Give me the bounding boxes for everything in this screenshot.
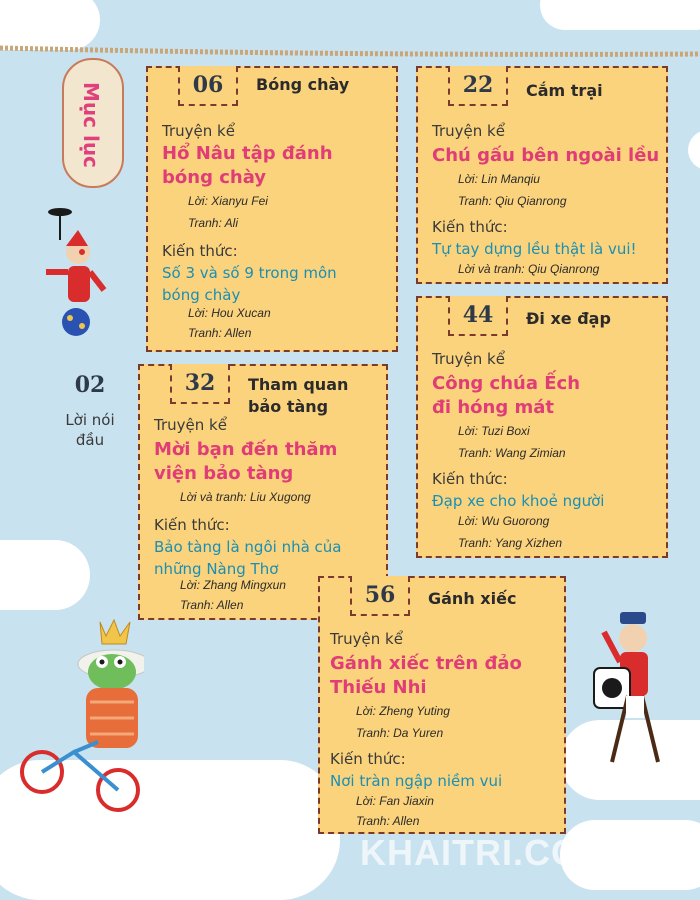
frog-bicycle-icon <box>14 612 144 812</box>
knowledge-credit: Lời: Zhang Mingxun <box>180 578 286 592</box>
story-label: Truyện kể <box>330 630 403 648</box>
story-credit: Tranh: Da Yuren <box>356 726 444 740</box>
story-title: Mời bạn đến thăm viện bảo tàng <box>154 439 338 484</box>
story-credit: Tranh: Ali <box>188 216 239 230</box>
toc-title: Mục lục <box>79 82 103 168</box>
intro-label[interactable]: Lời nói đầu <box>65 411 115 449</box>
knowledge-credit: Lời: Hou Xucan <box>188 306 271 320</box>
story-title: Gánh xiếc trên đảo Thiếu Nhi <box>330 653 522 698</box>
cloud <box>688 130 700 170</box>
stilt-walker-icon <box>586 612 686 772</box>
knowledge-credit: Tranh: Allen <box>188 326 252 340</box>
story-label: Truyện kể <box>432 350 505 368</box>
knowledge-title: Số 3 và số 9 trong môn bóng chày <box>162 264 337 304</box>
chapter-page-number: 56 <box>350 576 410 616</box>
chapter-card-22[interactable] <box>416 66 668 284</box>
story-label: Truyện kể <box>162 122 235 140</box>
knowledge-credit: Lời: Fan Jiaxin <box>356 794 434 808</box>
chapter-topic: Tham quan bảo tàng <box>248 375 349 416</box>
story-label: Truyện kể <box>432 122 505 140</box>
knowledge-label: Kiến thức: <box>432 218 508 236</box>
chapter-page-number: 32 <box>170 364 230 404</box>
chapter-topic: Bóng chày <box>256 75 350 94</box>
knowledge-credit: Lời và tranh: Qiu Qianrong <box>458 262 600 276</box>
watermark: KHAITRI.COM <box>360 832 611 873</box>
story-label: Truyện kể <box>154 416 227 434</box>
story-credit: Lời: Zheng Yuting <box>356 704 450 718</box>
story-title: Công chúa Ếch đi hóng mát <box>432 373 581 418</box>
chapter-topic: Đi xe đạp <box>526 309 611 328</box>
chapter-topic: Gánh xiếc <box>428 589 517 608</box>
knowledge-label: Kiến thức: <box>432 470 508 488</box>
story-credit: Lời và tranh: Liu Xugong <box>180 490 311 504</box>
knowledge-label: Kiến thức: <box>330 750 406 768</box>
knowledge-label: Kiến thức: <box>154 516 230 534</box>
clown-juggler-icon <box>30 200 114 340</box>
knowledge-credit: Lời: Wu Guorong <box>458 514 550 528</box>
story-credit: Lời: Xianyu Fei <box>188 194 268 208</box>
knowledge-title: Bảo tàng là ngôi nhà của những Nàng Thơ <box>154 538 342 578</box>
chapter-page-number: 22 <box>448 66 508 106</box>
cloud <box>0 540 90 610</box>
story-title: Hổ Nâu tập đánh bóng chày <box>162 143 333 188</box>
intro-page-number[interactable]: 02 <box>74 372 106 398</box>
knowledge-title: Đạp xe cho khoẻ người <box>432 492 605 510</box>
story-credit: Lời: Lin Manqiu <box>458 172 540 186</box>
knowledge-label: Kiến thức: <box>162 242 238 260</box>
knowledge-credit: Tranh: Yang Xizhen <box>458 536 563 550</box>
cloud <box>540 0 700 30</box>
story-credit: Tranh: Wang Zimian <box>458 446 566 460</box>
story-credit: Tranh: Qiu Qianrong <box>458 194 567 208</box>
story-credit: Lời: Tuzi Boxi <box>458 424 530 438</box>
chapter-card-06[interactable] <box>146 66 398 352</box>
chapter-page-number: 44 <box>448 296 508 336</box>
knowledge-title: Nơi tràn ngập niềm vui <box>330 772 503 790</box>
chapter-page-number: 06 <box>178 66 238 106</box>
chapter-card-44[interactable] <box>416 296 668 558</box>
chapter-card-56[interactable] <box>318 576 566 834</box>
chapter-topic: Cắm trại <box>526 81 603 100</box>
knowledge-title: Tự tay dựng lều thật là vui! <box>432 240 637 258</box>
story-title: Chú gấu bên ngoài lều <box>432 145 660 166</box>
knowledge-credit: Tranh: Allen <box>356 814 420 828</box>
knowledge-credit: Tranh: Allen <box>180 598 244 612</box>
